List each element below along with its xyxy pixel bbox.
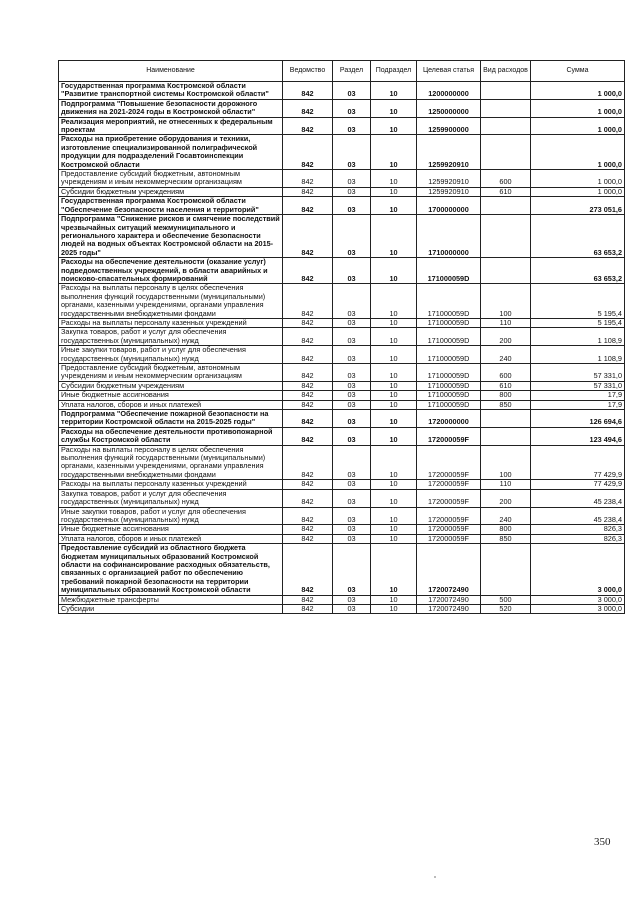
row-razdel: 03 [333, 400, 371, 409]
table-row [59, 391, 625, 400]
row-razdel: 03 [333, 364, 371, 382]
row-vid-rashodov [481, 215, 531, 258]
row-podrazdel: 10 [371, 410, 417, 428]
row-name: Расходы на обеспечение деятельности (оказание услуг) подведомственных учреждений, в области аварийных и поисково-спасательных формирований [59, 258, 283, 284]
row-razdel: 03 [333, 534, 371, 543]
row-name: Уплата налогов, сборов и иных платежей [59, 534, 283, 543]
row-vedomstvo: 842 [283, 507, 333, 525]
row-podrazdel: 10 [371, 346, 417, 364]
table-row [59, 197, 625, 215]
row-summa: 126 694,6 [531, 410, 625, 428]
row-vid-rashodov [481, 82, 531, 100]
row-razdel: 03 [333, 258, 371, 284]
row-vid-rashodov: 100 [481, 445, 531, 480]
row-vedomstvo: 842 [283, 135, 333, 170]
row-vedomstvo: 842 [283, 197, 333, 215]
row-summa: 5 195,4 [531, 318, 625, 327]
row-summa: 57 331,0 [531, 381, 625, 390]
row-vid-rashodov [481, 544, 531, 595]
row-name: Государственная программа Костромской области "Развитие транспортной системы Костромской области" [59, 82, 283, 100]
row-razdel: 03 [333, 544, 371, 595]
table-row [59, 346, 625, 364]
row-podrazdel: 10 [371, 258, 417, 284]
row-summa: 1 108,9 [531, 328, 625, 346]
row-summa: 5 195,4 [531, 284, 625, 319]
row-podrazdel: 10 [371, 391, 417, 400]
header-summa: Сумма [531, 61, 625, 82]
row-podrazdel: 10 [371, 364, 417, 382]
table-row [59, 187, 625, 196]
row-summa: 1 000,0 [531, 117, 625, 135]
row-summa: 63 653,2 [531, 258, 625, 284]
row-summa: 45 238,4 [531, 507, 625, 525]
row-razdel: 03 [333, 197, 371, 215]
row-vedomstvo: 842 [283, 525, 333, 534]
row-podrazdel: 10 [371, 480, 417, 489]
row-razdel: 03 [333, 284, 371, 319]
row-vid-rashodov: 110 [481, 480, 531, 489]
row-name: Закупка товаров, работ и услуг для обеспечения государственных (муниципальных) нужд [59, 328, 283, 346]
row-summa: 123 494,6 [531, 427, 625, 445]
row-summa: 1 000,0 [531, 99, 625, 117]
row-summa: 17,9 [531, 391, 625, 400]
row-celevaya-statya: 172000059F [417, 525, 481, 534]
row-vid-rashodov: 240 [481, 346, 531, 364]
row-podrazdel: 10 [371, 82, 417, 100]
scan-speck [434, 876, 436, 878]
row-celevaya-statya: 171000059D [417, 364, 481, 382]
table-row [59, 381, 625, 390]
row-podrazdel: 10 [371, 135, 417, 170]
table-row [59, 284, 625, 319]
row-celevaya-statya: 1200000000 [417, 82, 481, 100]
row-name: Предоставление субсидий бюджетным, автономным учреждениям и иным некоммерческим организациям [59, 364, 283, 382]
row-summa: 3 000,0 [531, 595, 625, 604]
row-summa: 826,3 [531, 534, 625, 543]
row-vid-rashodov: 200 [481, 489, 531, 507]
row-podrazdel: 10 [371, 604, 417, 613]
row-podrazdel: 10 [371, 328, 417, 346]
row-vedomstvo: 842 [283, 391, 333, 400]
row-summa: 17,9 [531, 400, 625, 409]
row-vid-rashodov [481, 99, 531, 117]
row-razdel: 03 [333, 480, 371, 489]
row-vedomstvo: 842 [283, 82, 333, 100]
row-podrazdel: 10 [371, 170, 417, 188]
row-celevaya-statya: 171000059D [417, 346, 481, 364]
row-vedomstvo: 842 [283, 489, 333, 507]
row-name: Уплата налогов, сборов и иных платежей [59, 400, 283, 409]
row-podrazdel: 10 [371, 197, 417, 215]
row-name: Предоставление субсидий бюджетным, автономным учреждениям и иным некоммерческим организациям [59, 170, 283, 188]
row-vedomstvo: 842 [283, 595, 333, 604]
row-name: Иные закупки товаров, работ и услуг для обеспечения государственных (муниципальных) нужд [59, 507, 283, 525]
row-vedomstvo: 842 [283, 381, 333, 390]
row-vedomstvo: 842 [283, 445, 333, 480]
row-name: Подпрограмма "Обеспечение пожарной безопасности на территории Костромской области на 2015-2025 годы" [59, 410, 283, 428]
row-vedomstvo: 842 [283, 170, 333, 188]
row-razdel: 03 [333, 346, 371, 364]
row-vid-rashodov: 800 [481, 525, 531, 534]
row-summa: 1 000,0 [531, 82, 625, 100]
row-vid-rashodov: 610 [481, 187, 531, 196]
table-row [59, 215, 625, 258]
row-podrazdel: 10 [371, 187, 417, 196]
row-summa: 45 238,4 [531, 489, 625, 507]
row-vedomstvo: 842 [283, 318, 333, 327]
row-summa: 826,3 [531, 525, 625, 534]
row-summa: 3 000,0 [531, 544, 625, 595]
row-razdel: 03 [333, 427, 371, 445]
row-razdel: 03 [333, 187, 371, 196]
row-podrazdel: 10 [371, 507, 417, 525]
row-vedomstvo: 842 [283, 410, 333, 428]
row-name: Иные закупки товаров, работ и услуг для обеспечения государственных (муниципальных) нужд [59, 346, 283, 364]
row-celevaya-statya: 172000059F [417, 427, 481, 445]
row-razdel: 03 [333, 328, 371, 346]
row-vid-rashodov [481, 258, 531, 284]
row-celevaya-statya: 171000059D [417, 284, 481, 319]
row-summa: 1 108,9 [531, 346, 625, 364]
row-name: Расходы на обеспечение деятельности противопожарной службы Костромской области [59, 427, 283, 445]
row-name: Государственная программа Костромской области "Обеспечение безопасности населения и территорий" [59, 197, 283, 215]
row-razdel: 03 [333, 507, 371, 525]
row-vedomstvo: 842 [283, 480, 333, 489]
row-summa: 77 429,9 [531, 445, 625, 480]
row-name: Подпрограмма "Повышение безопасности дорожного движения на 2021-2024 годы в Костромской области" [59, 99, 283, 117]
row-vid-rashodov: 850 [481, 534, 531, 543]
row-summa: 57 331,0 [531, 364, 625, 382]
row-celevaya-statya: 1720072490 [417, 604, 481, 613]
table-row [59, 427, 625, 445]
row-celevaya-statya: 1259900000 [417, 117, 481, 135]
row-vid-rashodov: 610 [481, 381, 531, 390]
row-podrazdel: 10 [371, 318, 417, 327]
row-celevaya-statya: 1720072490 [417, 595, 481, 604]
row-vedomstvo: 842 [283, 346, 333, 364]
row-summa: 77 429,9 [531, 480, 625, 489]
row-vid-rashodov [481, 117, 531, 135]
row-razdel: 03 [333, 170, 371, 188]
row-summa: 273 051,6 [531, 197, 625, 215]
row-razdel: 03 [333, 489, 371, 507]
row-razdel: 03 [333, 595, 371, 604]
row-vid-rashodov [481, 410, 531, 428]
row-vedomstvo: 842 [283, 604, 333, 613]
row-summa: 1 000,0 [531, 187, 625, 196]
row-name: Расходы на выплаты персоналу в целях обеспечения выполнения функций государственными (муниципальными) органами, казенными учреждениями, органами управления государственными внебюджетными фондами [59, 284, 283, 319]
row-celevaya-statya: 171000059D [417, 381, 481, 390]
row-celevaya-statya: 171000059D [417, 328, 481, 346]
row-celevaya-statya: 171000059D [417, 400, 481, 409]
table-row [59, 595, 625, 604]
table-row [59, 544, 625, 595]
row-razdel: 03 [333, 381, 371, 390]
row-vedomstvo: 842 [283, 187, 333, 196]
row-vid-rashodov: 110 [481, 318, 531, 327]
table-row [59, 117, 625, 135]
header-podrazdel: Подраздел [371, 61, 417, 82]
table-row [59, 525, 625, 534]
row-podrazdel: 10 [371, 381, 417, 390]
row-celevaya-statya: 172000059F [417, 489, 481, 507]
row-vedomstvo: 842 [283, 427, 333, 445]
table-row [59, 507, 625, 525]
row-vedomstvo: 842 [283, 258, 333, 284]
table-header-row [59, 61, 625, 82]
row-vedomstvo: 842 [283, 534, 333, 543]
row-vid-rashodov: 600 [481, 364, 531, 382]
budget-table [58, 60, 625, 614]
row-podrazdel: 10 [371, 400, 417, 409]
row-vid-rashodov: 500 [481, 595, 531, 604]
row-vedomstvo: 842 [283, 400, 333, 409]
header-razdel: Раздел [333, 61, 371, 82]
row-vedomstvo: 842 [283, 364, 333, 382]
row-vid-rashodov [481, 197, 531, 215]
row-vid-rashodov: 600 [481, 170, 531, 188]
row-celevaya-statya: 1720072490 [417, 544, 481, 595]
page-number: 350 [594, 836, 611, 848]
row-razdel: 03 [333, 318, 371, 327]
row-vid-rashodov [481, 427, 531, 445]
row-celevaya-statya: 172000059F [417, 445, 481, 480]
row-celevaya-statya: 1700000000 [417, 197, 481, 215]
row-podrazdel: 10 [371, 427, 417, 445]
row-name: Расходы на выплаты персоналу казенных учреждений [59, 480, 283, 489]
header-celevaya-statya: Целевая статья [417, 61, 481, 82]
row-vedomstvo: 842 [283, 544, 333, 595]
row-podrazdel: 10 [371, 595, 417, 604]
table-row [59, 410, 625, 428]
table-row [59, 489, 625, 507]
row-podrazdel: 10 [371, 525, 417, 534]
header-vedomstvo: Ведомство [283, 61, 333, 82]
row-name: Реализация мероприятий, не отнесенных к федеральным проектам [59, 117, 283, 135]
table-row [59, 82, 625, 100]
row-vid-rashodov: 800 [481, 391, 531, 400]
row-summa: 63 653,2 [531, 215, 625, 258]
row-razdel: 03 [333, 445, 371, 480]
table-body [59, 82, 625, 614]
table-row [59, 170, 625, 188]
row-vid-rashodov: 850 [481, 400, 531, 409]
row-celevaya-statya: 1259920910 [417, 170, 481, 188]
table-row [59, 318, 625, 327]
row-summa: 3 000,0 [531, 604, 625, 613]
row-celevaya-statya: 1259920910 [417, 187, 481, 196]
table-row [59, 604, 625, 613]
budget-table-container [58, 60, 624, 614]
row-podrazdel: 10 [371, 215, 417, 258]
row-razdel: 03 [333, 604, 371, 613]
row-name: Расходы на приобретение оборудования и техники, изготовление специализированной полиграфической продукции для подразделений Госавтоинспекции Костромской области [59, 135, 283, 170]
table-row [59, 400, 625, 409]
row-podrazdel: 10 [371, 117, 417, 135]
header-name: Наименование [59, 61, 283, 82]
table-row [59, 99, 625, 117]
row-celevaya-statya: 171000059D [417, 391, 481, 400]
row-celevaya-statya: 1710000000 [417, 215, 481, 258]
row-razdel: 03 [333, 99, 371, 117]
row-name: Иные бюджетные ассигнования [59, 391, 283, 400]
row-podrazdel: 10 [371, 534, 417, 543]
row-razdel: 03 [333, 215, 371, 258]
row-podrazdel: 10 [371, 489, 417, 507]
row-celevaya-statya: 1720000000 [417, 410, 481, 428]
row-name: Субсидии бюджетным учреждениям [59, 381, 283, 390]
row-vedomstvo: 842 [283, 117, 333, 135]
row-vedomstvo: 842 [283, 99, 333, 117]
row-celevaya-statya: 171000059D [417, 258, 481, 284]
table-row [59, 135, 625, 170]
row-name: Межбюджетные трансферты [59, 595, 283, 604]
row-vid-rashodov: 520 [481, 604, 531, 613]
row-celevaya-statya: 172000059F [417, 507, 481, 525]
row-summa: 1 000,0 [531, 135, 625, 170]
table-row [59, 258, 625, 284]
row-razdel: 03 [333, 410, 371, 428]
row-name: Расходы на выплаты персоналу в целях обеспечения выполнения функций государственными (муниципальными) органами, казенными учреждениями, органами управления государственными внебюджетными фондами [59, 445, 283, 480]
table-row [59, 364, 625, 382]
row-celevaya-statya: 172000059F [417, 480, 481, 489]
row-name: Иные бюджетные ассигнования [59, 525, 283, 534]
row-podrazdel: 10 [371, 445, 417, 480]
row-celevaya-statya: 1250000000 [417, 99, 481, 117]
row-vid-rashodov: 240 [481, 507, 531, 525]
header-vid-rashodov: Вид расходов [481, 61, 531, 82]
row-summa: 1 000,0 [531, 170, 625, 188]
row-vid-rashodov [481, 135, 531, 170]
row-podrazdel: 10 [371, 284, 417, 319]
row-name: Субсидии [59, 604, 283, 613]
row-vedomstvo: 842 [283, 328, 333, 346]
table-row [59, 480, 625, 489]
row-vedomstvo: 842 [283, 215, 333, 258]
row-celevaya-statya: 1259920910 [417, 135, 481, 170]
row-razdel: 03 [333, 82, 371, 100]
row-razdel: 03 [333, 135, 371, 170]
row-name: Субсидии бюджетным учреждениям [59, 187, 283, 196]
row-celevaya-statya: 172000059F [417, 534, 481, 543]
row-name: Предоставление субсидий из областного бюджета бюджетам муниципальных образований Костромской области на софинансирование расходных обязательств, связанных с организацией работ по обеспечению требований пожарной безопасности на территории муниципальных образований Костромской области [59, 544, 283, 595]
row-vid-rashodov: 100 [481, 284, 531, 319]
row-celevaya-statya: 171000059D [417, 318, 481, 327]
row-name: Закупка товаров, работ и услуг для обеспечения государственных (муниципальных) нужд [59, 489, 283, 507]
row-vid-rashodov: 200 [481, 328, 531, 346]
row-podrazdel: 10 [371, 99, 417, 117]
row-name: Расходы на выплаты персоналу казенных учреждений [59, 318, 283, 327]
table-row [59, 534, 625, 543]
row-podrazdel: 10 [371, 544, 417, 595]
row-razdel: 03 [333, 117, 371, 135]
row-razdel: 03 [333, 525, 371, 534]
table-row [59, 328, 625, 346]
row-vedomstvo: 842 [283, 284, 333, 319]
table-row [59, 445, 625, 480]
row-razdel: 03 [333, 391, 371, 400]
row-name: Подпрограмма "Снижение рисков и смягчение последствий чрезвычайных ситуаций межмуниципального и регионального характера и обеспечение безопасности людей на водных объектах Костромской области на 2015-2025 годы" [59, 215, 283, 258]
